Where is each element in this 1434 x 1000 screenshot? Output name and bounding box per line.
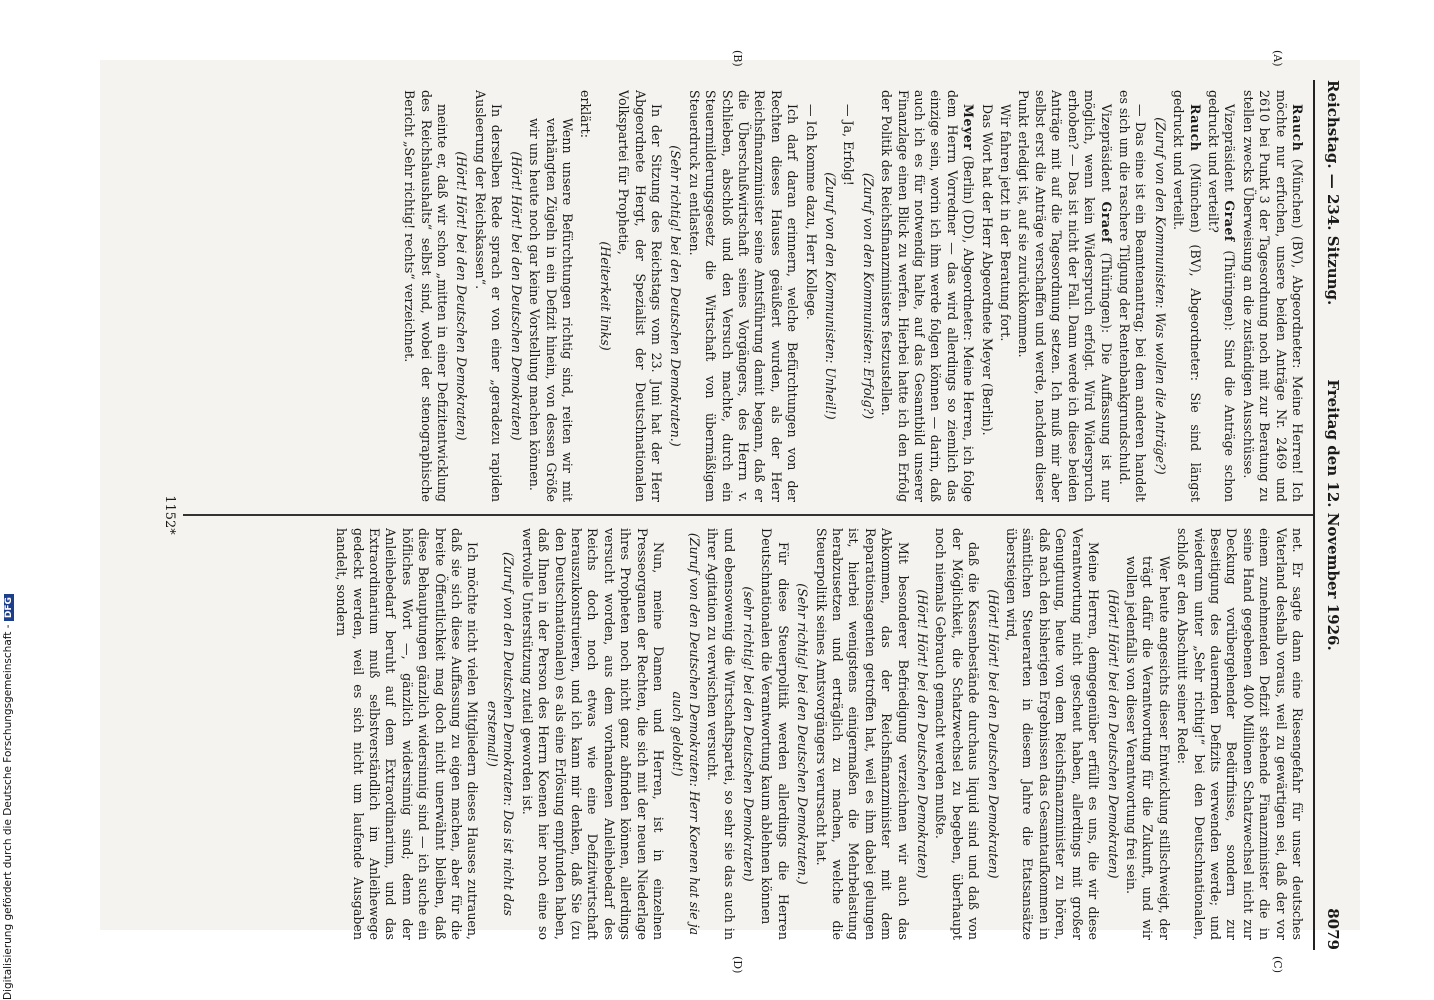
paragraph [802,90,818,502]
speech-paragraph [1205,90,1238,502]
speech-paragraph [1239,90,1305,502]
paragraph [472,90,505,502]
paragraph [932,528,981,940]
interjection: (Zuruf von den Kommunisten: Erfolg?) [860,172,876,420]
marker-a: (A) [1271,50,1284,67]
marker-b: (B) [731,50,744,67]
paragraph [840,90,856,502]
paragraph-text: Nun, meine Damen und Herren, ist in einzelnen Presseorganen der Rechten, die sich mit der neuen Niederlage ihres Propheten noch nicht ganz abfinden können, allerdings versucht worden, aus dem vorhandenen Anleihebedarf des Reichs doch noch etwas wie eine Defizitwirtschaft herauszukonstruieren, und ich kann mir denken, daß Sie (zu den Deutschnationalen) es als eine Erlösung empfunden haben, daß Ihnen in der Person des Herrn Koenen hier noch eine so wertvolle Unterstützung zuteil geworden ist. [519,528,666,940]
interjection: (Zuruf von den Kommunisten: Was wollen die Anträge?) [1152,117,1168,475]
paragraph-text: — Ich komme dazu, Herr Kollege. [803,104,819,320]
paragraph [1116,90,1149,502]
scanned-page [100,50,1360,974]
paragraph: erklärt: [578,90,594,138]
paragraph-text: In derselben Rede sprach er von einer „geradezu rapiden Ausleerung der Reichskassen“. [472,90,505,502]
paragraph-text: Das Wort hat der Herr Abgeordnete Meyer (Berlin). [979,104,995,436]
speaker-name: Graef [1222,200,1238,242]
paragraph [978,90,994,502]
right-column [195,528,1305,940]
paragraph-text: In der Sitzung des Reichstags vom 23. Juni hat der Herr Abgeordnete Hergt, der Spezialist der Deutschnationalen Volkspartei für Prophetie, [616,90,664,502]
digitization-credit [2,0,18,1000]
paragraph [518,528,666,940]
interjection: (Zuruf von den Deutschen Demokraten: Herr Koenen hat sie ja auch gelobt!) [670,532,702,936]
page-number: 8079 [1324,908,1342,950]
quotation: Wer heute angesichts dieser Entwicklung stillschweigt, der trägt dafür die Verantwortung für die Zukunft, und wir wollen jedenfalls von dieser Verantwortung frei sein. [1123,556,1172,940]
paragraph-text: (München) (BV), Abgeordneter: Meine Herren! Ich möchte nur erfuchen, unsere beiden Anträge Nr. 2469 und 2610 bei Punkt 3 der Tagesordnung noch mit zur Beratung zu stellen zwecks Überweisung an die zuständigen Ausschüsse. [1240,90,1305,502]
interjection: (Hört! Hört! bei den Deutschen Demokraten) [1105,589,1121,879]
quotation: Wenn unsere Befürchtungen richtig sind, reiten wir mit verhängten Zügeln in ein Defizit hinein, von dessen Größe wir uns heute noch gar keine Vorstellung machen können. [527,118,575,502]
paragraph-text: Wir fahren jetzt in der Beratung fort. [998,104,1014,342]
speaker-name: Meyer [961,104,977,151]
interjection: (Zuruf von den Kommunisten: Unheil!) [823,172,839,420]
credit-text: Digitalisierung gefördert durch die Deutsche Forschungsgemeinschaft - [2,624,14,1000]
paragraph: und ebensowenig die Wirtschaftspartei, so sehr sie das auch in ihrer Agitation zu verwischen versucht. [705,528,737,940]
column-rule [183,514,1313,516]
paragraph: net. Er sagte dann eine Riesengefahr für unser deutsches Vaterland deshalb voraus, weil zu gewärtigen sei, daß der vor einem zunehmenden Defizit stehende Finanzminister die in seine Hand gegebenen 400 Millionen Schatzwechsel nicht zur Deckung vorübergehender Bedürfnisse, sondern zur Beseitigung des dauernden Defizits verwenden werde; und wiederum unter „Sehr richtig!“ bei den Deutschnationalen, schloß er den Abschnitt seiner Rede: [1175,528,1305,940]
paragraph [615,90,664,502]
header-rule [1313,80,1315,950]
marker-d: (D) [731,956,744,974]
paragraph [401,90,450,502]
paragraph-text: (Berlin) (DD), Abgeordneter: Meine Herren, ich folge dem Herrn Vorredner — das wird allerdings so ziemlich das einzige sein, worin ich ihm werde folgen können — darin, daß auch ich es für notwendig halte, auf das Gesamtbild unserer Finanzlage einen Blick zu werfen. Hierbei hatte ich den Erfolg der Politik des Reichsfinanzministers festzustellen. [879,90,977,502]
speech-paragraph [1170,90,1203,502]
interjection: (Hört! Hört! bei den Deutschen Demokraten) [454,151,470,441]
paragraph-text: (Thüringen): Sind die Anträge schon gedruckt und verteilt? [1205,90,1238,502]
interjection: (sehr richtig! bei den Deutschen Demokraten) [741,586,756,882]
paragraph-text: (München) (BV), Abgeordneter: Sie sind längst gedruckt und verteilt. [1171,90,1203,502]
interjection: (Hört! Hört! bei den Deutschen Demokraten) [985,589,1001,879]
interjection: (Hört! Hört! bei den Deutschen Demokraten) [915,589,931,879]
paragraph-text: daß die Kassenbestände durchaus liquid sind und daß von der Möglichkeit, die Schatzwechsel zu begeben, überhaupt noch niemals Gebrauch gemacht werden mußte. [933,528,982,940]
page-footer-number: 1152* [162,495,177,535]
speech-paragraph [1015,90,1113,502]
paragraph-text: Meine Herren, demgegenüber erfüllt es uns, die wir diese Verantwortung nicht gescheut haben, allerdings mit großer Genugtuung, heute von dem Reichsfinanzminister zu hören, daß nach den bisherigen Ergebnissen das Gesamtaufkommen in sämtlichen Steuerarten in diesem Jahre die Etatsansätze übersteigen wird, [1004,528,1102,940]
speaker-name: Graef [1098,201,1114,243]
interjection: (Heiterkeit links) [597,241,613,351]
header-date: Freitag den 12. November 1926. [1324,379,1342,651]
header-left: Reichstag. — 234. Sitzung. [1324,80,1342,306]
interjection: (Zuruf von den Deutschen Demokraten: Das ist nicht das erstemal!) [484,551,517,917]
dfg-logo: DFG [4,594,14,621]
paragraph [758,528,791,940]
paragraph-text: Für diese Steuerpolitik werden allerdings die Herren Deutschnationalen die Verantwortung kaum ablehnen können [759,528,791,940]
paragraph [812,528,910,940]
paragraph [685,90,800,502]
paragraph-text: Ich möchte nicht vielen Mitgliedern dieses Hauses zutrauen, daß sie sich diese Auffassung zu eigen machen, aber für die breite Öffentlichkeit mag doch nicht unerwähnt bleiben, daß diese Behauptungen gänzlich widersinnig sind — ich suche ein höfliches Wort —, gänzlich widersinnig sind; denn der Anleihebedarf beruht auf dem Extraordinarium, und das Extraordinarium muß selbstverständlich im Anleihewege gedeckt werden, weil es sich nicht um laufende Ausgaben handelt, sondern [334,528,481,940]
paragraph [1003,528,1101,940]
paragraph-text: (Thüringen): Die Auffassung ist nur möglich, wenn kein Widerspruch erfolgt. Wird Widerspruch erhoben? — Das ist nicht der Fall. Dann werde ich diese beiden Anträge mit auf die Tagesordnung setzen. Ich muß mir aber selbst erst die Anträge verschaffen und werde, nachdem dieser Punkt erledigt ist, auf sie zurückkommen. [1016,90,1114,502]
speaker-role: Vizepräsident [1222,104,1238,201]
paragraph [997,90,1013,502]
paragraph-text: Mit besonderer Befriedigung verzeichnen wir auch das Abkommen, das der Reichsfinanzminister mit dem Reparationsagenten getroffen hat, weil es ihm dabei gelungen ist, hierbei wenigstens einigermaßen die Mehrbelastung herabzusetzen und erträglich zu machen, welche die Steuerpolitik seines Amtsvorgängers verursacht hat. [813,528,911,940]
paragraph-text: — Das eine ist ein Beamtenantrag; bei dem anderen handelt es sich um die raschere Tilgung der Rentenbankgrundschuld. [1116,90,1149,502]
paragraph-text: Ich darf daran erinnern, welche Befürchtungen von der Rechten dieses Hauses geäußert wurden, als der Herr Reichsfinanzminister seine Amtsführung damit begann, daß er die Überschußwirtschaft seines Vorgängers, des Herrn v. Schlieben, abschloß und den Versuch machte, durch ein Steuermilderungsgesetz die Wirtschaft von übermäßigem Steuerdruck zu entlasten. [686,90,801,502]
paragraph [333,528,481,940]
page-header [1317,80,1345,950]
marker-c: (C) [1271,956,1284,973]
speaker-role: Vizepräsident [1098,104,1114,202]
left-column [195,90,1305,502]
speaker-name: Rauch [1290,104,1305,152]
interjection: (Hört! Hört! bei den Deutschen Demokraten) [508,151,524,441]
speaker-name: Rauch [1187,104,1203,152]
interjection: (Sehr richtig! bei den Deutschen Demokraten.) [795,583,811,885]
paragraph-text: — Ja, Erfolg! [841,104,857,186]
paragraph-text: meinte er, daß wir schon „mitten in einer Defizitentwicklung des Reichshaushalts“ selbst sind, wobei der stenographische Bericht „Sehr richtig! rechts“ verzeichnet. [402,90,451,502]
interjection: (Sehr richtig! bei den Deutschen Demokraten.) [668,145,684,447]
speech-paragraph [878,90,976,502]
rotated-page-content [115,50,1345,974]
